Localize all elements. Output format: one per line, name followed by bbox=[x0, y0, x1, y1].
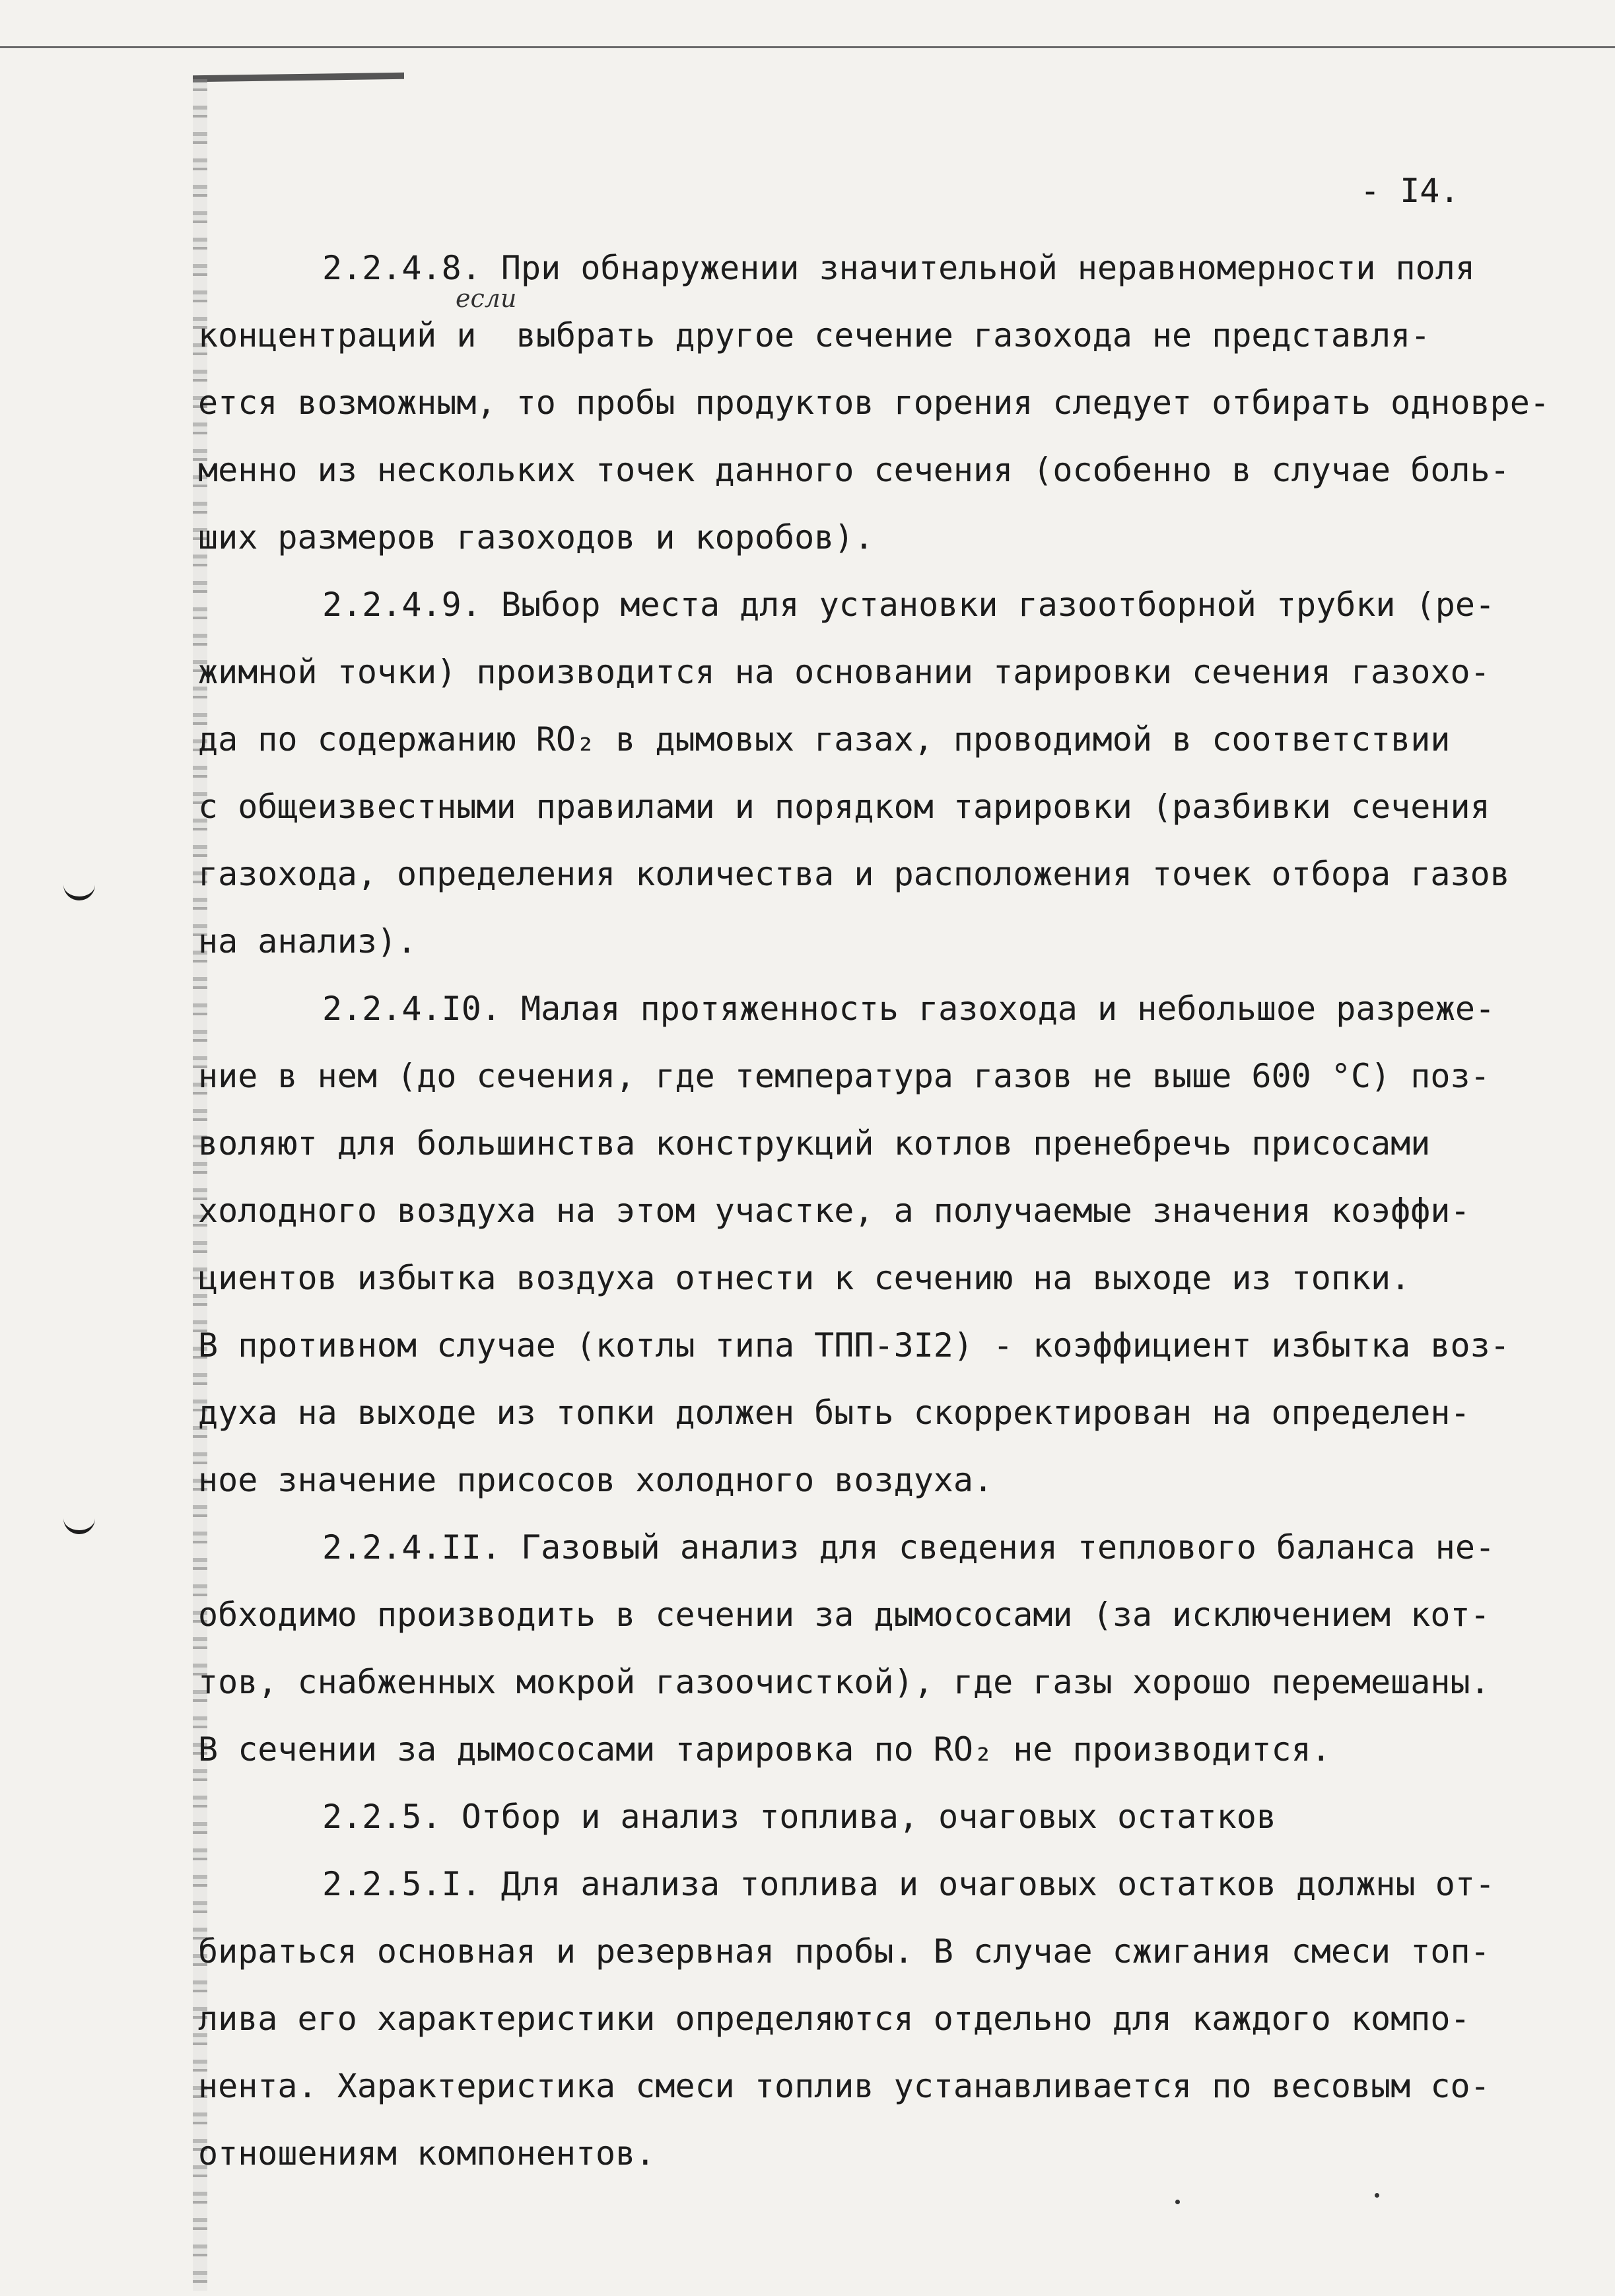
speck bbox=[1175, 2200, 1180, 2204]
text-line: ших размеров газоходов и коробов). bbox=[198, 518, 874, 557]
text-line: газохода, определения количества и расположения точек отбора газов bbox=[198, 855, 1510, 893]
margin-mark bbox=[63, 878, 95, 900]
text-line: тов, снабженных мокрой газоочисткой), где газы хорошо перемешаны. bbox=[198, 1663, 1490, 1701]
text-line: ется возможным, то пробы продуктов горения следует отбирать одновре- bbox=[198, 384, 1550, 422]
text-line: 2.2.4.9. Выбор места для установки газоотборной трубки (ре- bbox=[322, 586, 1495, 624]
text-line: 2.2.4.I0. Малая протяженность газохода и небольшое разреже- bbox=[322, 990, 1495, 1028]
text-line: В сечении за дымососами тарировка по RO₂ не производится. bbox=[198, 1730, 1331, 1769]
text-line: 2.2.4.8. При обнаружении значительной неравномерности поля bbox=[322, 249, 1475, 287]
text-line: 2.2.4.II. Газовый анализ для сведения теплового баланса не- bbox=[322, 1528, 1495, 1567]
margin-mark bbox=[63, 1512, 95, 1534]
text-line: да по содержанию RO₂ в дымовых газах, проводимой в соответствии bbox=[198, 720, 1451, 759]
top-rule bbox=[0, 46, 1615, 48]
page-number: - I4. bbox=[1360, 172, 1460, 210]
text-line: обходимо производить в сечении за дымососами (за исключением кот- bbox=[198, 1596, 1490, 1634]
text-line: отношениям компонентов. bbox=[198, 2134, 656, 2173]
text-line: 2.2.5. Отбор и анализ топлива, очаговых остатков bbox=[322, 1798, 1276, 1836]
text-line: воляют для большинства конструкций котлов пренебречь присосами bbox=[198, 1124, 1431, 1163]
text-line: В противном случае (котлы типа ТПП-3I2) - коэффициент избытка воз- bbox=[198, 1326, 1510, 1365]
body-text bbox=[198, 234, 1571, 2187]
binding-edge-top bbox=[193, 73, 404, 82]
text-line: холодного воздуха на этом участке, а получаемые значения коэффи- bbox=[198, 1192, 1470, 1230]
text-line: жимной точки) производится на основании тарировки сечения газохо- bbox=[198, 653, 1490, 691]
text-line: нента. Характеристика смеси топлив устанавливается по весовым со- bbox=[198, 2067, 1490, 2105]
text-line: на анализ). bbox=[198, 922, 417, 961]
text-line: с общеизвестными правилами и порядком тарировки (разбивки сечения bbox=[198, 788, 1490, 826]
text-line: менно из нескольких точек данного сечения (особенно в случае боль- bbox=[198, 451, 1510, 489]
handwritten-annotation: если bbox=[456, 284, 517, 313]
text-line: 2.2.5.I. Для анализа топлива и очаговых остатков должны от- bbox=[322, 1865, 1495, 1903]
text-line: лива его характеристики определяются отдельно для каждого компо- bbox=[198, 2000, 1470, 2038]
text-line: ние в нем (до сечения, где температура газов не выше 600 °С) поз- bbox=[198, 1057, 1490, 1095]
text-line: циентов избытка воздуха отнести к сечению на выходе из топки. bbox=[198, 1259, 1411, 1297]
text-line: концентраций и выбрать другое сечение газохода не представля- bbox=[198, 316, 1431, 355]
text-line: духа на выходе из топки должен быть скорректирован на определен- bbox=[198, 1394, 1470, 1432]
speck bbox=[1375, 2193, 1379, 2198]
text-line: бираться основная и резервная пробы. В случае сжигания смеси топ- bbox=[198, 1932, 1490, 1971]
text-line: ное значение присосов холодного воздуха. bbox=[198, 1461, 994, 1499]
